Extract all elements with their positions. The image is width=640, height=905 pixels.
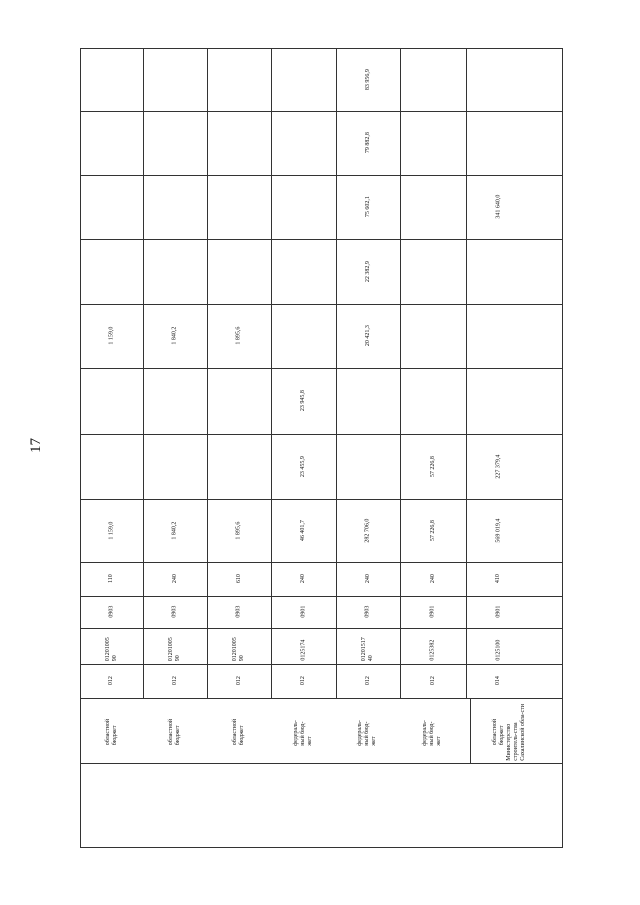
cell-text: областной бюджет <box>167 719 181 746</box>
cell-text: 610 <box>235 574 242 584</box>
cell-y2016 <box>143 304 207 368</box>
cell-target <box>400 628 466 664</box>
cell-section <box>466 596 531 628</box>
cell-text: 240 <box>364 574 371 584</box>
cell-total <box>271 499 336 562</box>
executor-cell <box>470 698 563 763</box>
cell-text: 012 <box>364 676 371 686</box>
cell-y2017 <box>336 239 400 304</box>
cell-text: 23 455,9 <box>299 456 306 477</box>
cell-total <box>400 499 466 562</box>
table-rule <box>80 763 470 764</box>
cell-text: 0125382 <box>429 640 436 661</box>
cell-text: 01201005 90 <box>231 637 245 661</box>
cell-budget <box>336 698 400 763</box>
cell-budget <box>271 698 336 763</box>
cell-text: 1 840,2 <box>171 327 178 345</box>
cell-text: 227 379,4 <box>494 454 501 479</box>
cell-kind <box>466 562 531 596</box>
cell-target <box>466 628 531 664</box>
cell-kind <box>400 562 466 596</box>
cell-text: 014 <box>494 676 501 686</box>
cell-y2016 <box>336 304 400 368</box>
cell-kind <box>207 562 271 596</box>
cell-section <box>336 596 400 628</box>
cell-kind <box>80 562 143 596</box>
cell-kind <box>336 562 400 596</box>
cell-text: 282 706,0 <box>364 518 371 543</box>
cell-budget <box>143 698 207 763</box>
cell-text: 75 602,1 <box>364 196 371 218</box>
cell-target <box>80 628 143 664</box>
cell-text: 1 159,0 <box>107 521 114 540</box>
cell-ministry <box>143 664 207 698</box>
cell-text: 012 <box>107 676 114 686</box>
cell-text: 110 <box>107 574 114 584</box>
cell-text: 1 895,6 <box>235 521 242 540</box>
cell-ministry <box>271 664 336 698</box>
cell-y2020 <box>336 48 400 111</box>
cell-ministry <box>400 664 466 698</box>
cell-kind <box>271 562 336 596</box>
cell-target <box>207 628 271 664</box>
cell-text: 0901 <box>299 606 306 618</box>
cell-text: 0901 <box>429 606 436 618</box>
cell-text: 0903 <box>107 606 114 618</box>
cell-total <box>207 499 271 562</box>
page-number: 17 <box>27 437 44 453</box>
cell-text: 569 019,4 <box>494 518 501 543</box>
cell-text: 01201517 40 <box>360 637 374 661</box>
cell-section <box>80 596 143 628</box>
cell-y2018 <box>336 175 400 239</box>
cell-budget <box>400 698 466 763</box>
cell-text: 410 <box>494 574 501 584</box>
cell-text: 012 <box>299 676 306 686</box>
table-rule <box>80 111 563 112</box>
cell-text: 22 382,9 <box>364 261 371 282</box>
cell-text: 240 <box>429 574 436 584</box>
cell-text: 0125100 <box>494 640 501 661</box>
cell-text: 012 <box>171 676 178 686</box>
cell-text: 0903 <box>364 606 371 618</box>
cell-budget <box>207 698 271 763</box>
cell-y2019 <box>336 111 400 175</box>
cell-ministry <box>466 664 531 698</box>
cell-text: 79 882,8 <box>364 132 371 154</box>
cell-text: 57 226,8 <box>429 520 436 541</box>
cell-text: федераль-ный бюд-жет <box>357 719 378 746</box>
cell-text: 46 401,7 <box>299 520 306 541</box>
cell-target <box>271 628 336 664</box>
cell-text: 240 <box>299 574 306 584</box>
cell-y2016 <box>80 304 143 368</box>
cell-section <box>271 596 336 628</box>
cell-text: 01201005 90 <box>104 637 118 661</box>
cell-text: 012 <box>429 676 436 686</box>
table-rule <box>80 239 563 240</box>
cell-kind <box>143 562 207 596</box>
table-rule <box>562 48 563 698</box>
cell-text: 1 895,6 <box>235 327 242 345</box>
cell-y2014 <box>466 434 531 499</box>
cell-y2015 <box>271 368 336 434</box>
cell-total <box>466 499 531 562</box>
cell-text: 012 <box>235 676 242 686</box>
cell-target <box>336 628 400 664</box>
cell-section <box>143 596 207 628</box>
cell-text: 0901 <box>494 606 501 618</box>
cell-text: 0903 <box>171 606 178 618</box>
cell-total <box>143 499 207 562</box>
table-rule <box>80 48 563 49</box>
cell-ministry <box>336 664 400 698</box>
cell-y2014 <box>271 434 336 499</box>
cell-y2016 <box>207 304 271 368</box>
cell-text: областной бюджет <box>104 719 118 746</box>
cell-text: 1 159,0 <box>107 327 114 345</box>
cell-target <box>143 628 207 664</box>
cell-y2014 <box>400 434 466 499</box>
cell-text: 341 640,0 <box>494 195 501 219</box>
cell-text: 1 840,2 <box>171 521 178 540</box>
cell-text: 0125174 <box>299 640 306 661</box>
table-rule <box>470 763 563 764</box>
cell-ministry <box>80 664 143 698</box>
table-rule <box>80 847 563 848</box>
cell-text: федераль-ный бюд-жет <box>292 719 314 746</box>
cell-text: 57 226,8 <box>429 456 436 477</box>
cell-section <box>207 596 271 628</box>
cell-section <box>400 596 466 628</box>
cell-y2018 <box>466 175 531 239</box>
cell-text: 240 <box>171 574 178 584</box>
cell-text: областной бюджет <box>231 719 245 746</box>
cell-text: 20 421,3 <box>364 325 371 347</box>
cell-total <box>80 499 143 562</box>
budget-table <box>80 48 563 848</box>
cell-text: 0903 <box>235 606 242 618</box>
cell-ministry <box>207 664 271 698</box>
cell-text: 83 956,9 <box>364 69 371 90</box>
cell-total <box>336 499 400 562</box>
cell-text: федераль-ный бюд-жет <box>422 719 443 746</box>
cell-text: 23 945,8 <box>299 390 306 412</box>
cell-text: областной бюджет <box>491 719 505 746</box>
cell-text: 01201005 90 <box>167 637 181 661</box>
cell-budget <box>80 698 143 763</box>
executor-label: Министерство строитель-ства Сахалинской обла-сти <box>505 703 527 761</box>
